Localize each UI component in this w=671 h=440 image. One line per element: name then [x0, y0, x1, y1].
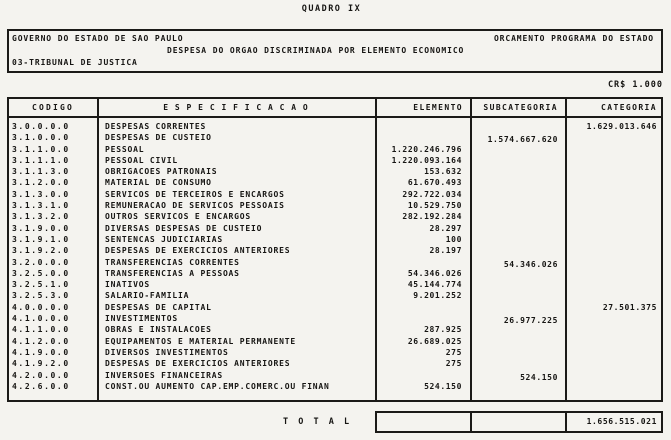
program-title: ORCAMENTO PROGRAMA DO ESTADO	[493, 34, 654, 43]
cell-especificacao: SALARIO-FAMILIA	[105, 291, 190, 301]
total-subcategoria-value	[470, 413, 565, 431]
cell-codigo: 3.1.9.2.0	[12, 246, 70, 256]
cell-codigo: 3.2.0.0.0	[12, 257, 70, 267]
cell-especificacao: OBRAS E INSTALACOES	[105, 325, 212, 335]
table-row	[9, 211, 661, 222]
table-row	[9, 290, 661, 301]
cell-categoria-value: 27.501.375	[602, 302, 657, 312]
cell-elemento-value: 54.346.026	[407, 268, 462, 278]
cell-especificacao: OBRIGACOES PATRONAIS	[105, 167, 218, 177]
cell-categoria-value	[565, 200, 661, 211]
cell-especificacao: TRANSFERENCIAS A PESSOAS	[105, 268, 240, 278]
table-row	[9, 370, 661, 381]
cell-categoria-value	[565, 144, 661, 155]
cell-categoria-value	[565, 324, 661, 335]
cell-especificacao: DESPESAS CORRENTES	[105, 122, 207, 131]
table-row	[9, 177, 661, 188]
cell-especificacao: DESPESAS DE EXERCICIOS ANTERIORES	[105, 359, 291, 369]
cell-subcategoria-value	[470, 292, 565, 303]
cell-subcategoria-value: 524.150	[520, 372, 558, 382]
cell-subcategoria-value	[470, 168, 565, 179]
cell-elemento-value: 282.192.284	[402, 212, 462, 222]
government-title: GOVERNO DO ESTADO DE SAO PAULO	[12, 34, 184, 43]
cell-elemento-value: 45.144.774	[407, 280, 462, 290]
cell-elemento-value	[375, 132, 470, 143]
cell-elemento-value	[375, 257, 470, 268]
cell-codigo: 4.1.0.0.0	[12, 314, 70, 324]
column-header-especificacao: E S P E C I F I C A C A O	[163, 103, 309, 112]
cell-especificacao: DESPESAS DE EXERCICIOS ANTERIORES	[105, 246, 291, 256]
table-row	[9, 358, 661, 369]
total-categoria-value: 1.656.515.021	[586, 417, 657, 426]
cell-especificacao: DESPESAS DE CAPITAL	[105, 302, 212, 312]
cell-elemento-value	[375, 370, 470, 381]
cell-especificacao: DIVERSAS DESPESAS DE CUSTEIO	[105, 223, 263, 233]
column-divider	[565, 411, 567, 433]
table-body	[9, 118, 661, 400]
column-divider	[97, 99, 99, 400]
total-elemento-value	[377, 413, 470, 431]
cell-elemento-value: 28.197	[429, 246, 462, 256]
table-row	[9, 234, 661, 245]
table-row	[9, 268, 661, 279]
table-row	[9, 347, 661, 358]
table-row	[9, 336, 661, 347]
cell-elemento-value: 26.689.025	[407, 336, 462, 346]
cell-categoria-value	[565, 155, 661, 166]
cell-categoria-value	[565, 268, 661, 279]
cell-codigo: 3.1.2.0.0	[12, 178, 70, 188]
cell-categoria-value: 1.629.013.646	[586, 122, 657, 131]
cell-subcategoria-value	[470, 360, 565, 371]
cell-codigo: 4.1.2.0.0	[12, 336, 70, 346]
cell-subcategoria-value	[470, 123, 565, 134]
column-header-elemento: ELEMENTO	[413, 103, 463, 112]
column-divider	[470, 99, 472, 400]
table-header	[9, 99, 661, 118]
cell-codigo: 3.0.0.0.0	[12, 122, 70, 131]
cell-especificacao: SERVICOS DE TERCEIROS E ENCARGOS	[105, 189, 285, 199]
cell-elemento-value: 28.297	[429, 223, 462, 233]
table-row	[9, 324, 661, 335]
cell-especificacao: SENTENCAS JUDICIARIAS	[105, 234, 223, 244]
organ-title: 03-TRIBUNAL DE JUSTICA	[12, 58, 138, 67]
cell-elemento-value: 100	[445, 234, 462, 244]
cell-especificacao: OUTROS SERVICOS E ENCARGOS	[105, 212, 252, 222]
cell-categoria-value	[565, 166, 661, 177]
cell-categoria-value	[565, 132, 661, 143]
cell-elemento-value: 287.925	[424, 325, 462, 335]
cell-especificacao: INVESTIMENTOS	[105, 314, 179, 324]
cell-categoria-value	[565, 211, 661, 222]
cell-subcategoria-value	[470, 202, 565, 213]
cell-especificacao: CONST.OU AUMENTO CAP.EMP.COMERC.OU FINAN	[105, 381, 330, 391]
cell-codigo: 3.1.1.3.0	[12, 167, 70, 177]
cell-categoria-value	[565, 347, 661, 358]
header-box	[7, 29, 663, 73]
table-row	[9, 121, 661, 132]
cell-categoria-value	[565, 313, 661, 324]
cell-categoria-value	[565, 336, 661, 347]
cell-subcategoria-value	[470, 349, 565, 360]
cell-categoria-value	[565, 177, 661, 188]
cell-categoria-value	[565, 234, 661, 245]
cell-subcategoria-value	[470, 146, 565, 157]
cell-codigo: 3.2.5.0.0	[12, 268, 70, 278]
table-row	[9, 381, 661, 392]
currency-note: CR$ 1.000	[607, 80, 663, 90]
cell-categoria-value	[565, 279, 661, 290]
cell-elemento-value: 524.150	[424, 381, 462, 391]
column-divider	[375, 99, 377, 400]
cell-codigo: 4.2.6.0.0	[12, 381, 70, 391]
table-row	[9, 257, 661, 268]
cell-categoria-value	[565, 245, 661, 256]
cell-subcategoria-value: 26.977.225	[503, 316, 558, 326]
cell-codigo: 3.2.5.3.0	[12, 291, 70, 301]
cell-subcategoria-value: 1.574.667.620	[487, 135, 558, 145]
cell-subcategoria-value: 54.346.026	[503, 259, 558, 269]
cell-subcategoria-value	[470, 179, 565, 190]
cell-especificacao: PESSOAL CIVIL	[105, 155, 179, 165]
table-row	[9, 302, 661, 313]
cell-especificacao: INVERSOES FINANCEIRAS	[105, 370, 223, 380]
cell-categoria-value	[565, 223, 661, 234]
cell-subcategoria-value	[470, 281, 565, 292]
cell-codigo: 4.1.1.0.0	[12, 325, 70, 335]
cell-subcategoria-value	[470, 225, 565, 236]
cell-codigo: 3.1.1.0.0	[12, 144, 70, 154]
table-row	[9, 144, 661, 155]
cell-codigo: 3.1.3.0.0	[12, 189, 70, 199]
cell-especificacao: TRANSFERENCIAS CORRENTES	[105, 257, 240, 267]
page-title: QUADRO IX	[301, 4, 362, 14]
cell-codigo: 3.1.3.2.0	[12, 212, 70, 222]
cell-elemento-value	[375, 313, 470, 324]
cell-codigo: 3.1.3.1.0	[12, 201, 70, 211]
table-row	[9, 200, 661, 211]
table-row	[9, 279, 661, 290]
table-row	[9, 189, 661, 200]
cell-especificacao: INATIVOS	[105, 280, 150, 290]
cell-elemento-value: 153.632	[424, 167, 462, 177]
cell-subcategoria-value	[470, 236, 565, 247]
cell-categoria-value	[565, 189, 661, 200]
cell-especificacao: DIVERSOS INVESTIMENTOS	[105, 347, 229, 357]
cell-subcategoria-value	[470, 247, 565, 258]
cell-especificacao: DESPESAS DE CUSTEIO	[105, 133, 212, 143]
cell-subcategoria-value	[470, 338, 565, 349]
table-row	[9, 155, 661, 166]
column-divider	[565, 99, 567, 400]
column-header-codigo: CODIGO	[31, 103, 75, 112]
cell-subcategoria-value	[470, 270, 565, 281]
cell-subcategoria-value	[470, 191, 565, 202]
cell-codigo: 4.1.9.0.0	[12, 347, 70, 357]
cell-elemento-value: 10.529.750	[407, 201, 462, 211]
cell-categoria-value	[565, 290, 661, 301]
cell-codigo: 3.1.1.1.0	[12, 155, 70, 165]
table-row	[9, 313, 661, 324]
cell-elemento-value: 1.220.093.164	[391, 155, 462, 165]
column-divider	[470, 411, 472, 433]
table-row	[9, 223, 661, 234]
report-subtitle: DESPESA DO ORGAO DISCRIMINADA POR ELEMENTO ECONOMICO	[167, 46, 465, 55]
cell-codigo: 3.2.5.1.0	[12, 280, 70, 290]
budget-table	[7, 97, 663, 402]
cell-elemento-value: 275	[445, 347, 462, 357]
table-row	[9, 166, 661, 177]
cell-subcategoria-value	[470, 213, 565, 224]
cell-subcategoria-value	[470, 383, 565, 394]
cell-elemento-value: 292.722.034	[402, 189, 462, 199]
cell-elemento-value: 9.201.252	[413, 291, 462, 301]
cell-elemento-value: 61.670.493	[407, 178, 462, 188]
cell-codigo: 4.1.9.2.0	[12, 359, 70, 369]
cell-codigo: 4.0.0.0.0	[12, 302, 70, 312]
cell-subcategoria-value	[470, 326, 565, 337]
cell-subcategoria-value	[470, 157, 565, 168]
cell-especificacao: EQUIPAMENTOS E MATERIAL PERMANENTE	[105, 336, 296, 346]
column-header-categoria: CATEGORIA	[601, 103, 657, 112]
table-row	[9, 132, 661, 143]
cell-elemento-value: 275	[445, 359, 462, 369]
cell-codigo: 3.1.9.0.0	[12, 223, 70, 233]
table-row	[9, 245, 661, 256]
cell-codigo: 4.2.0.0.0	[12, 370, 70, 380]
cell-especificacao: REMUNERACAO DE SERVICOS PESSOAIS	[105, 201, 285, 211]
cell-elemento-value: 1.220.246.796	[391, 144, 462, 154]
cell-elemento-value	[375, 121, 470, 132]
cell-especificacao: PESSOAL	[105, 144, 145, 154]
cell-categoria-value	[565, 381, 661, 392]
cell-codigo: 3.1.0.0.0	[12, 133, 70, 143]
cell-elemento-value	[375, 302, 470, 313]
cell-especificacao: MATERIAL DE CONSUMO	[105, 178, 212, 188]
total-label: T O T A L	[283, 417, 352, 427]
column-header-subcategoria: SUBCATEGORIA	[483, 103, 558, 112]
total-box	[375, 411, 663, 433]
cell-categoria-value	[565, 370, 661, 381]
cell-codigo: 3.1.9.1.0	[12, 234, 70, 244]
cell-categoria-value	[565, 257, 661, 268]
cell-categoria-value	[565, 358, 661, 369]
cell-subcategoria-value	[470, 304, 565, 315]
